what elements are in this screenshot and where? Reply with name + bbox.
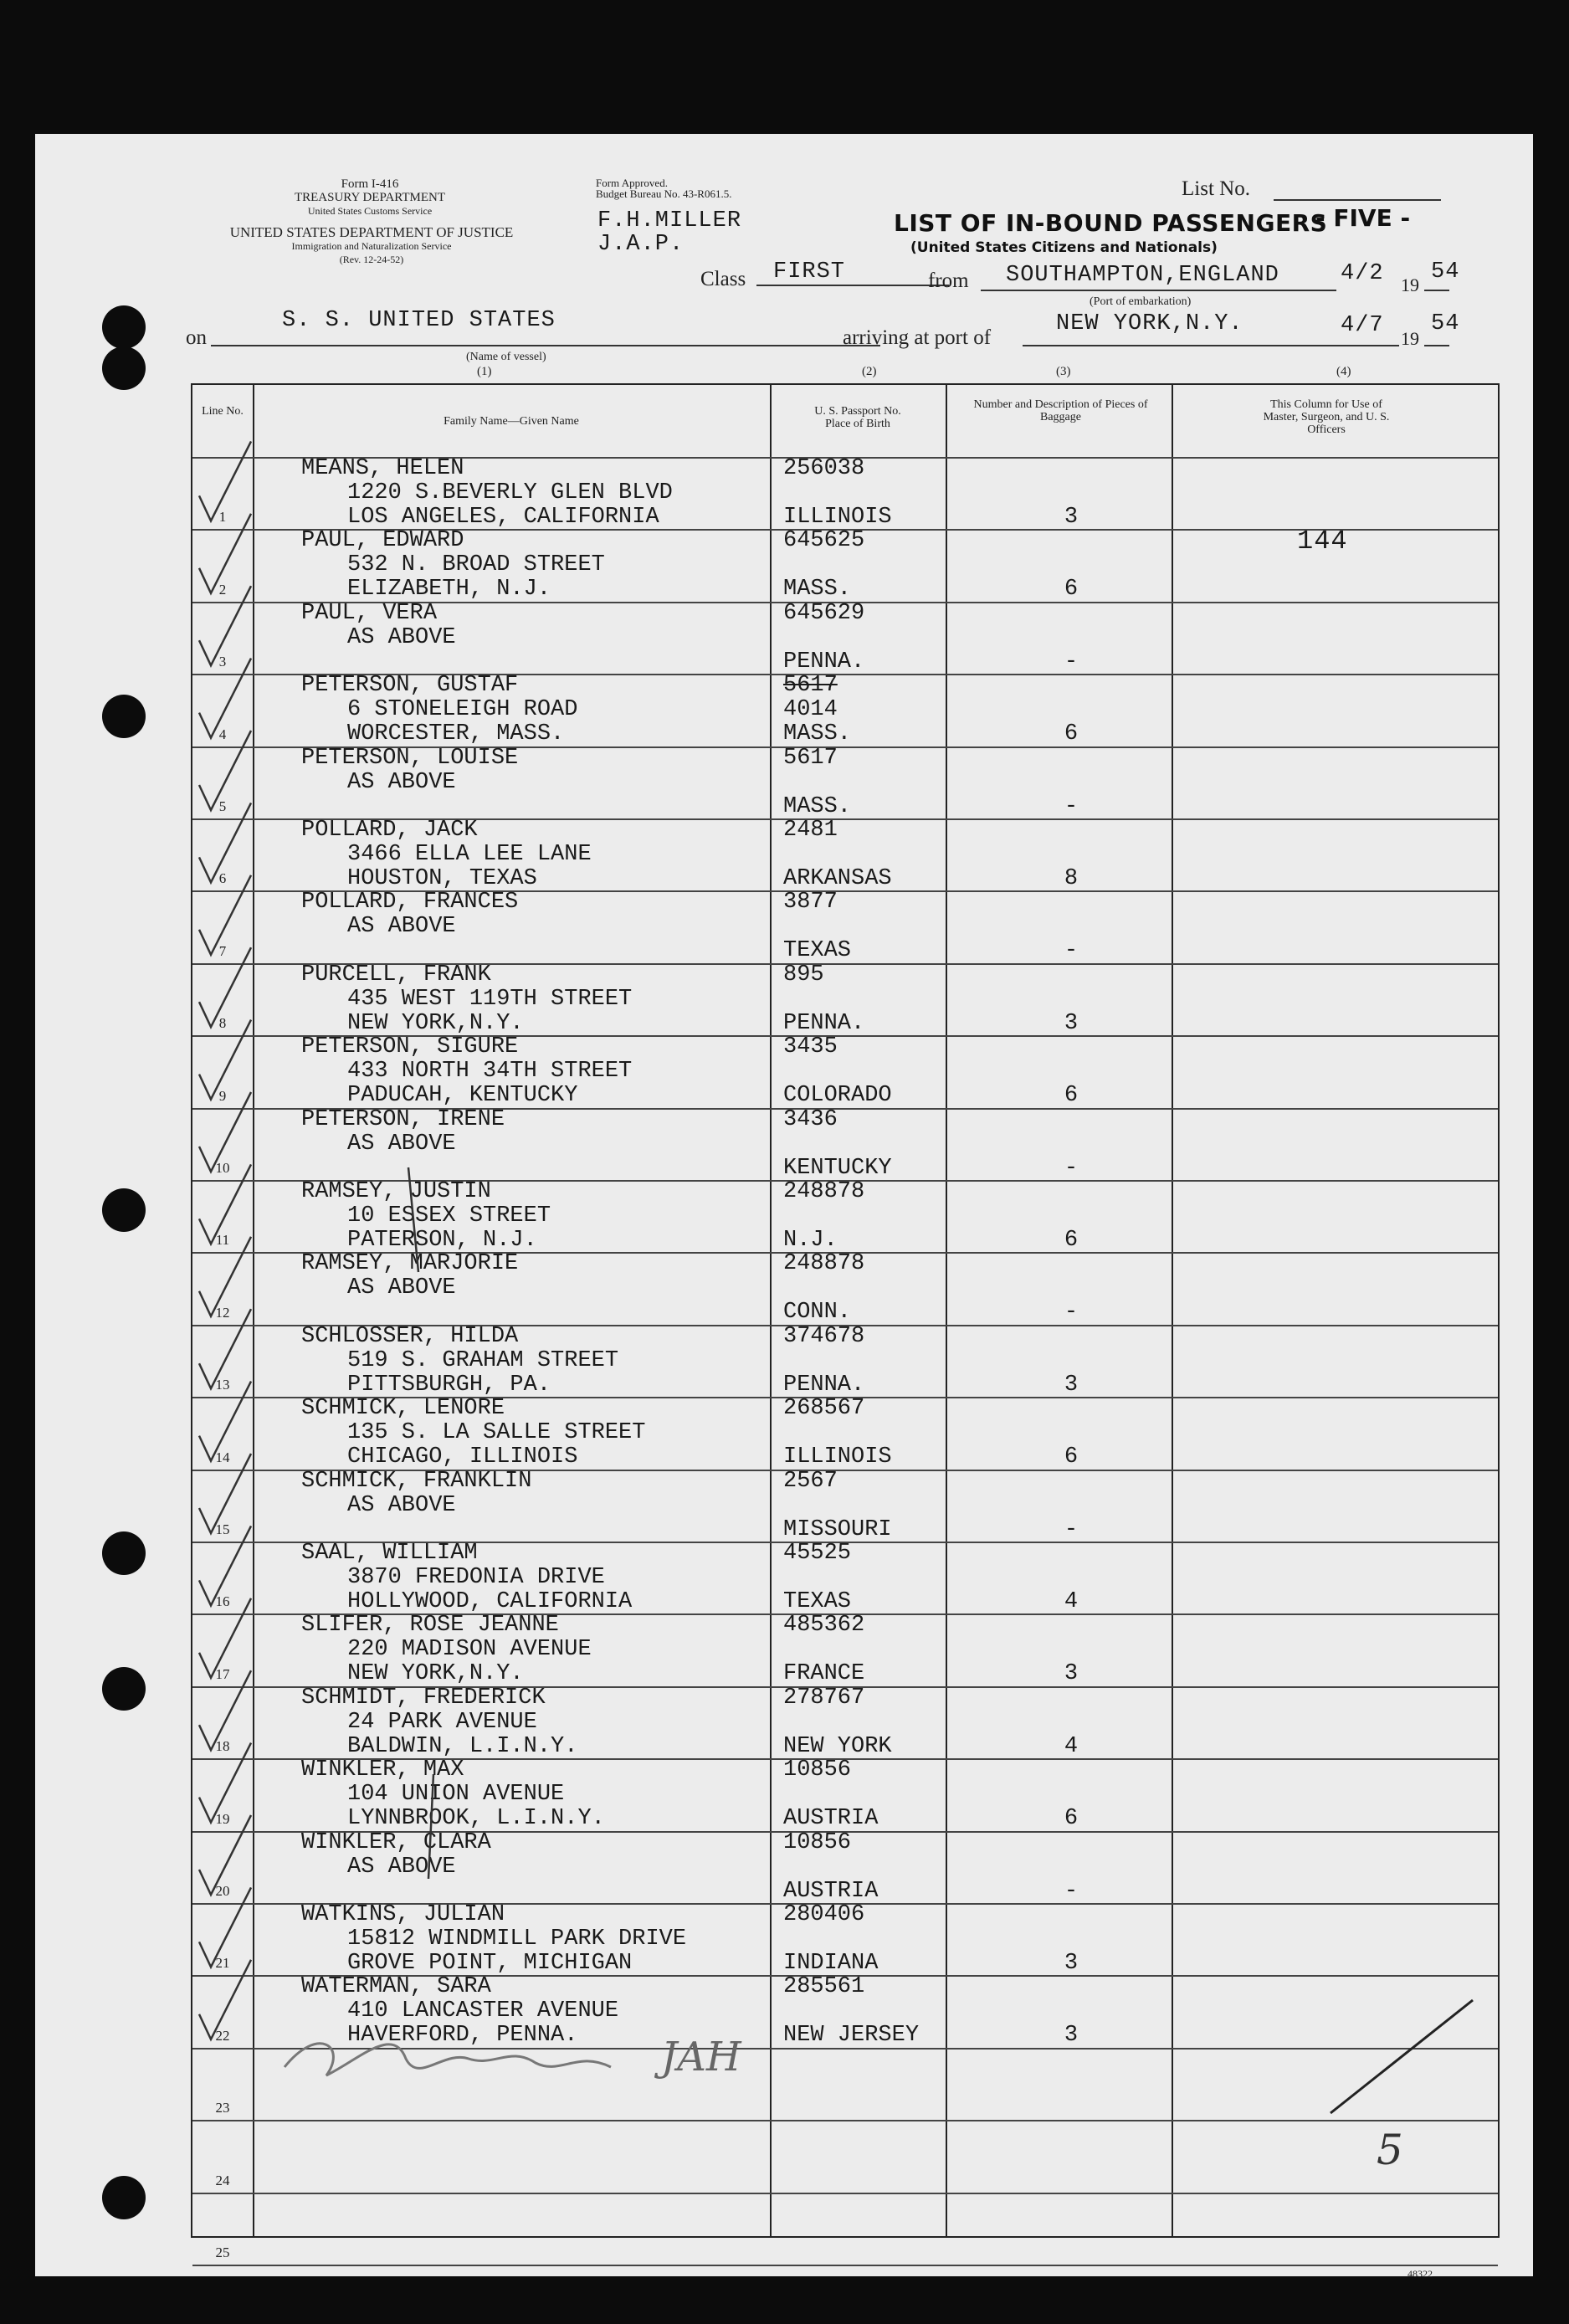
street-address: 3466 ELLA LEE LANE — [347, 842, 592, 867]
table-row — [192, 2120, 1498, 2192]
passenger-name: SCHMICK, FRANKLIN — [301, 1468, 532, 1494]
header-name: Family Name—Given Name — [444, 415, 579, 428]
city-address: NEW YORK,N.Y. — [347, 1010, 524, 1036]
place-of-birth: AUSTRIA — [783, 1878, 879, 1904]
line-number: 3 — [218, 654, 227, 670]
passenger-name: MEANS, HELEN — [301, 456, 464, 481]
city-address: GROVE POINT, MICHIGAN — [347, 1951, 633, 1976]
city-address: NEW YORK,N.Y. — [347, 1661, 524, 1687]
city-address: HAVERFORD, PENNA. — [347, 2023, 578, 2049]
passenger-name: WINKLER, MAX — [301, 1757, 464, 1783]
place-of-birth: ILLINOIS — [783, 1444, 892, 1470]
baggage-count: 3 — [1064, 505, 1079, 530]
city-address: PITTSBURGH, PA. — [347, 1372, 551, 1398]
arriving-label: arriving at port of — [843, 326, 992, 349]
city-address: AS ABOVE — [347, 769, 456, 795]
port-embark-caption: (Port of embarkation) — [1090, 295, 1192, 308]
port-embarkation: SOUTHAMPTON,ENGLAND — [1006, 263, 1279, 288]
table-row — [192, 674, 1498, 746]
baggage-count: - — [1064, 1878, 1079, 1904]
city-address: ELIZABETH, N.J. — [347, 577, 551, 603]
city-address: AS ABOVE — [347, 1854, 456, 1880]
passport-number: 285561 — [783, 1974, 865, 2000]
passport-number: 280406 — [783, 1902, 865, 1927]
year-1: 54 — [1431, 259, 1460, 285]
baggage-count: 3 — [1064, 2023, 1079, 2049]
table-row — [192, 818, 1498, 890]
line-number: 1 — [218, 509, 227, 526]
page-word: - FIVE - — [1315, 204, 1411, 232]
place-of-birth: KENTUCKY — [783, 1155, 892, 1181]
line-number: 10 — [215, 1159, 230, 1176]
embark-date: 4/2 — [1341, 261, 1384, 286]
line-number: 13 — [215, 1377, 230, 1393]
passport-number: 645629 — [783, 600, 865, 626]
baggage-count: - — [1064, 649, 1079, 675]
place-of-birth: CONN. — [783, 1300, 852, 1326]
customs-service: United States Customs Service — [307, 205, 433, 217]
col-num-2: (2) — [862, 365, 877, 378]
baggage-count: 3 — [1064, 1951, 1079, 1976]
table-row — [192, 746, 1498, 818]
col-num-4: (4) — [1336, 365, 1351, 378]
line-number: 8 — [218, 1015, 227, 1032]
baggage-count: 6 — [1064, 1083, 1079, 1109]
street-address: 10 ESSEX STREET — [347, 1203, 551, 1229]
passport-number: 278767 — [783, 1685, 865, 1711]
passport-number: 248878 — [783, 1179, 865, 1204]
punch-hole — [102, 346, 146, 390]
passport-number: 256038 — [783, 456, 865, 481]
passenger-name: SAAL, WILLIAM — [301, 1541, 478, 1566]
passport-number: 3877 — [783, 890, 838, 916]
passenger-table — [191, 383, 1500, 2260]
punch-hole — [102, 305, 146, 349]
place-of-birth: N.J. — [783, 1228, 838, 1253]
baggage-count: 8 — [1064, 866, 1079, 891]
table-row — [192, 1180, 1498, 1252]
table-row — [192, 2048, 1498, 2120]
year-prefix-2: 19 — [1401, 328, 1419, 349]
street-address: 6 STONELEIGH ROAD — [347, 697, 578, 723]
line-number: 4 — [218, 726, 227, 742]
city-address: WORCESTER, MASS. — [347, 721, 565, 747]
table-row — [192, 457, 1498, 529]
place-of-birth: INDIANA — [783, 1951, 879, 1976]
vessel-name: S. S. UNITED STATES — [282, 308, 556, 333]
place-of-birth: MISSOURI — [783, 1516, 892, 1542]
place-of-birth: MASS. — [783, 577, 852, 603]
baggage-count: 6 — [1064, 721, 1079, 747]
header-officers: This Column for Use of Master, Surgeon, and U. S. Officers — [1263, 398, 1390, 436]
passenger-name: SCHLOSSER, HILDA — [301, 1323, 519, 1349]
passport-number: 45525 — [783, 1541, 852, 1566]
punch-hole — [102, 695, 146, 738]
from-label: from — [928, 269, 969, 292]
passport-number: 3436 — [783, 1106, 838, 1132]
baggage-count: - — [1064, 1155, 1079, 1181]
year-2: 54 — [1431, 311, 1460, 336]
table-row — [192, 1542, 1498, 1613]
street-address: 24 PARK AVENUE — [347, 1709, 537, 1735]
city-address: PADUCAH, KENTUCKY — [347, 1083, 578, 1109]
list-subtitle: (United States Citizens and Nationals) — [910, 239, 1218, 256]
street-address: 433 NORTH 34TH STREET — [347, 1059, 633, 1085]
table-row — [192, 602, 1498, 674]
line-number: 18 — [215, 1738, 230, 1755]
passport-number: 2567 — [783, 1468, 838, 1494]
punch-hole — [102, 1188, 146, 1232]
handwritten-count: 5 — [1377, 2126, 1403, 2174]
baggage-count: 4 — [1064, 1733, 1079, 1759]
city-address: AS ABOVE — [347, 1275, 456, 1301]
line-number: 9 — [218, 1087, 227, 1104]
line-number: 24 — [215, 2172, 230, 2188]
table-row — [192, 529, 1498, 601]
passenger-name: POLLARD, JACK — [301, 818, 478, 843]
city-address: AS ABOVE — [347, 1492, 456, 1518]
street-address: 435 WEST 119TH STREET — [347, 986, 633, 1012]
place-of-birth: FRANCE — [783, 1661, 865, 1687]
year-prefix-1: 19 — [1401, 274, 1419, 295]
street-address: 135 S. LA SALLE STREET — [347, 1420, 646, 1446]
place-of-birth: PENNA. — [783, 1010, 865, 1036]
passport-number: 2481 — [783, 818, 838, 843]
line-number: 15 — [215, 1521, 230, 1537]
baggage-count: 3 — [1064, 1010, 1079, 1036]
passport-number: 5617 — [783, 673, 838, 699]
city-address: AS ABOVE — [347, 1131, 456, 1157]
table-row — [192, 1613, 1498, 1685]
place-of-birth: AUSTRIA — [783, 1806, 879, 1832]
arrival-date: 4/7 — [1341, 313, 1384, 338]
city-address: PATERSON, N.J. — [347, 1228, 537, 1253]
street-address: 220 MADISON AVENUE — [347, 1637, 592, 1663]
passport-number: 10856 — [783, 1829, 852, 1855]
line-number: 16 — [215, 1593, 230, 1610]
table-row — [192, 890, 1498, 962]
list-no-label: List No. — [1182, 177, 1250, 200]
place-of-birth: PENNA. — [783, 649, 865, 675]
table-row — [192, 1686, 1498, 1758]
on-label: on — [186, 326, 207, 349]
city-address: HOUSTON, TEXAS — [347, 866, 537, 891]
passenger-name: PURCELL, FRANK — [301, 962, 491, 988]
punch-hole — [102, 1531, 146, 1575]
place-of-birth: TEXAS — [783, 938, 852, 964]
class-label: Class — [700, 268, 746, 290]
table-row — [192, 1325, 1498, 1397]
passenger-name: PETERSON, LOUISE — [301, 745, 519, 771]
passenger-name: SCHMIDT, FREDERICK — [301, 1685, 546, 1711]
line-number: 19 — [215, 1810, 230, 1827]
passenger-name: RAMSEY, MARJORIE — [301, 1251, 519, 1277]
place-of-birth: COLORADO — [783, 1083, 892, 1109]
line-number: 23 — [215, 2100, 230, 2116]
treasury-dept: TREASURY DEPARTMENT — [294, 191, 446, 204]
table-row — [192, 1470, 1498, 1542]
street-address: 532 N. BROAD STREET — [347, 552, 605, 578]
line-number: 7 — [218, 942, 227, 959]
passenger-name: WINKLER, CLARA — [301, 1829, 491, 1855]
table-row — [192, 1975, 1498, 2047]
place-of-birth: NEW JERSEY — [783, 2023, 920, 2049]
table-row — [192, 1831, 1498, 1903]
passport-number: 485362 — [783, 1613, 865, 1639]
line-number: 6 — [218, 870, 227, 887]
baggage-count: 6 — [1064, 577, 1079, 603]
vessel-caption: (Name of vessel) — [466, 351, 546, 363]
table-row — [192, 1108, 1498, 1180]
city-address: LOS ANGELES, CALIFORNIA — [347, 505, 659, 530]
place-of-birth: TEXAS — [783, 1589, 852, 1614]
passenger-name: WATKINS, JULIAN — [301, 1902, 505, 1927]
manifest-sheet — [35, 134, 1533, 2280]
punch-hole — [102, 1667, 146, 1711]
city-address: CHICAGO, ILLINOIS — [347, 1444, 578, 1470]
line-number: 22 — [215, 2027, 230, 2044]
passenger-name: PETERSON, GUSTAF — [301, 673, 519, 699]
passenger-name: PETERSON, IRENE — [301, 1106, 505, 1132]
form-number: Form I-416 — [341, 177, 399, 191]
passport-number: 3435 — [783, 1034, 838, 1060]
passenger-name: WATERMAN, SARA — [301, 1974, 491, 2000]
place-of-birth: MASS. — [783, 793, 852, 819]
place-of-birth: MASS. — [783, 721, 852, 747]
baggage-count: - — [1064, 1300, 1079, 1326]
city-address: BALDWIN, L.I.N.Y. — [347, 1733, 578, 1759]
footer-code: 48322 — [1407, 2268, 1433, 2280]
passenger-name: SLIFER, ROSE JEANNE — [301, 1613, 559, 1639]
line-number: 2 — [218, 581, 227, 598]
typed-name-2: J.A.P. — [597, 232, 685, 257]
street-address: 104 UNION AVENUE — [347, 1782, 565, 1808]
baggage-count: - — [1064, 1516, 1079, 1542]
passenger-name: PAUL, EDWARD — [301, 528, 464, 554]
passenger-name: SCHMICK, LENORE — [301, 1396, 505, 1422]
revision: (Rev. 12-24-52) — [339, 254, 404, 265]
street-address: 410 LANCASTER AVENUE — [347, 1998, 619, 2024]
passport-number: 268567 — [783, 1396, 865, 1422]
baggage-count: 3 — [1064, 1372, 1079, 1398]
place-of-birth: NEW YORK — [783, 1733, 892, 1759]
passport-number-corrected: 4014 — [783, 697, 838, 723]
line-number: 21 — [215, 1955, 230, 1972]
baggage-count: 6 — [1064, 1806, 1079, 1832]
ins-service: Immigration and Naturalization Service — [291, 240, 452, 252]
line-number: 14 — [215, 1449, 230, 1465]
passenger-name: PAUL, VERA — [301, 600, 438, 626]
table-row — [192, 1758, 1498, 1830]
street-address: 3870 FREDONIA DRIVE — [347, 1565, 605, 1590]
table-row — [192, 1397, 1498, 1469]
line-number: 20 — [215, 1882, 230, 1899]
table-row — [192, 1252, 1498, 1324]
baggage-count: 6 — [1064, 1228, 1079, 1253]
baggage-count: 4 — [1064, 1589, 1079, 1614]
header-passport: U. S. Passport No. Place of Birth — [814, 405, 901, 430]
street-address: 15812 WINDMILL PARK DRIVE — [347, 1926, 687, 1952]
col-num-3: (3) — [1056, 365, 1071, 378]
passenger-name: RAMSEY, JUSTIN — [301, 1179, 491, 1204]
form-approved: Form Approved. — [596, 177, 668, 189]
justice-dept: UNITED STATES DEPARTMENT OF JUSTICE — [229, 224, 514, 240]
table-row — [192, 1035, 1498, 1107]
line-number: 17 — [215, 1665, 230, 1682]
passport-number: 10856 — [783, 1757, 852, 1783]
place-of-birth: ARKANSAS — [783, 866, 892, 891]
street-address: 1220 S.BEVERLY GLEN BLVD — [347, 480, 673, 505]
col-num-1: (1) — [477, 365, 492, 378]
line-number: 5 — [218, 798, 227, 814]
header-line-no: Line No. — [202, 405, 244, 418]
line-number: 25 — [215, 2244, 230, 2260]
budget-bureau: Budget Bureau No. 43-R061.5. — [596, 187, 732, 200]
table-row — [192, 1903, 1498, 1975]
city-address: AS ABOVE — [347, 624, 456, 650]
passenger-name: PETERSON, SIGURE — [301, 1034, 519, 1060]
header-baggage: Number and Description of Pieces of Baggage — [973, 398, 1148, 423]
city-address: LYNNBROOK, L.I.N.Y. — [347, 1806, 605, 1832]
passport-number: 895 — [783, 962, 824, 988]
passport-number: 645625 — [783, 528, 865, 554]
port-arrival: NEW YORK,N.Y. — [1056, 311, 1243, 336]
signature-initials: JAH — [661, 2034, 741, 2080]
passport-number: 248878 — [783, 1251, 865, 1277]
table-row — [192, 963, 1498, 1035]
baggage-count: 3 — [1064, 1661, 1079, 1687]
table-row — [192, 2193, 1498, 2265]
line-number: 11 — [215, 1232, 230, 1249]
place-of-birth: PENNA. — [783, 1372, 865, 1398]
passenger-name: POLLARD, FRANCES — [301, 890, 519, 916]
typed-name-1: F.H.MILLER — [597, 208, 742, 233]
line-number: 12 — [215, 1304, 230, 1321]
place-of-birth: ILLINOIS — [783, 505, 892, 530]
baggage-count: 6 — [1064, 1444, 1079, 1470]
list-title: LIST OF IN-BOUND PASSENGERS — [894, 209, 1328, 237]
baggage-count: - — [1064, 793, 1079, 819]
officer-note: 144 — [1297, 526, 1348, 557]
punch-hole — [102, 2176, 146, 2219]
city-address: HOLLYWOOD, CALIFORNIA — [347, 1589, 633, 1614]
class-value: FIRST — [773, 259, 846, 285]
baggage-count: - — [1064, 938, 1079, 964]
street-address: 519 S. GRAHAM STREET — [347, 1347, 619, 1373]
passport-number: 374678 — [783, 1323, 865, 1349]
city-address: AS ABOVE — [347, 914, 456, 940]
passport-number: 5617 — [783, 745, 838, 771]
